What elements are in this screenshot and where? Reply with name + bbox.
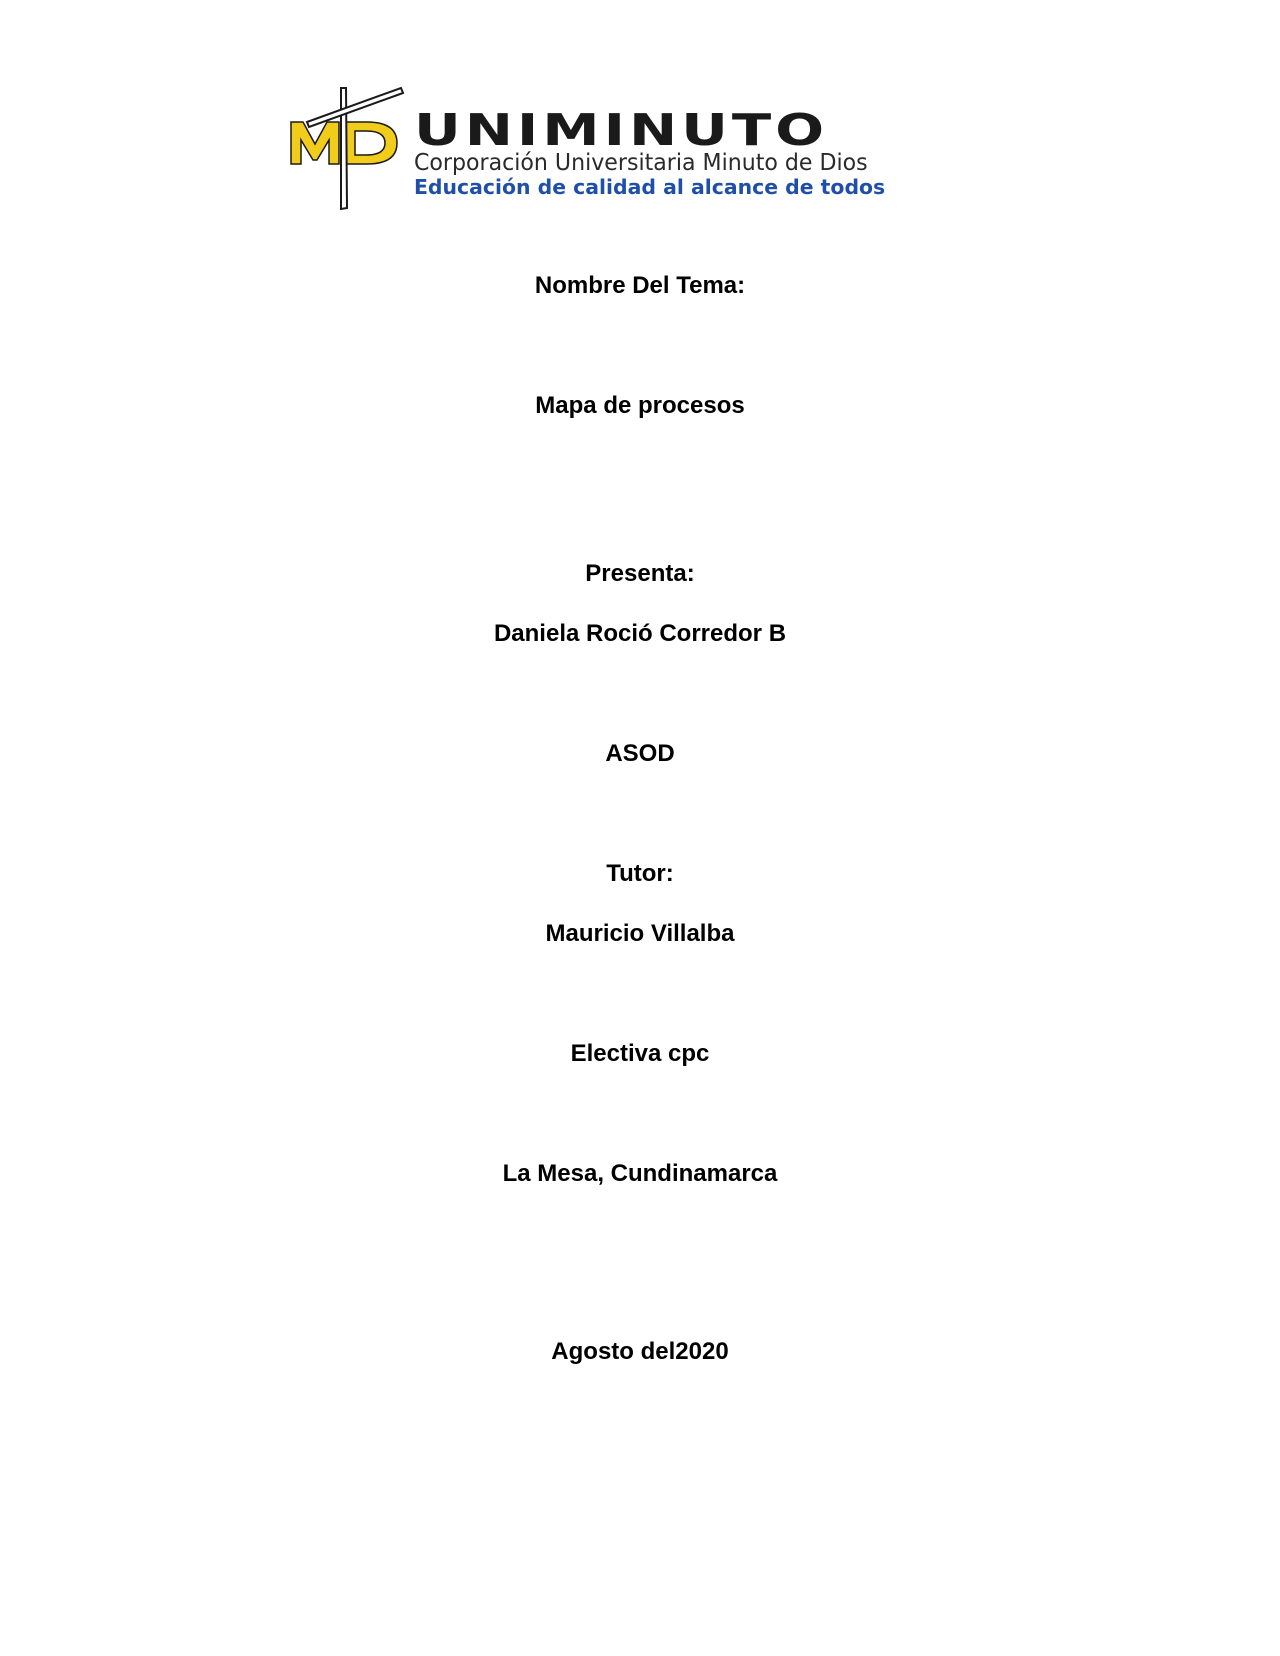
md-cross-mark xyxy=(289,82,407,212)
logo-wordmark xyxy=(414,105,979,199)
author-name: Daniela Roció Corredor B xyxy=(493,620,787,647)
topic-title: Mapa de procesos xyxy=(535,392,745,419)
logo-tagline: Educación de calidad al alcance de todos xyxy=(414,175,886,199)
topic-label: Nombre Del Tema: xyxy=(534,272,746,299)
logo-name: UNIMINUTO xyxy=(414,105,829,156)
course-name: Electiva cpc xyxy=(570,1040,710,1067)
location: La Mesa, Cundinamarca xyxy=(502,1160,778,1187)
tutor-name: Mauricio Villalba xyxy=(545,920,735,947)
date: Agosto del2020 xyxy=(551,1338,729,1365)
program-name: ASOD xyxy=(605,740,675,767)
logo-subtitle: Corporación Universitaria Minuto de Dios xyxy=(414,150,868,176)
tutor-label: Tutor: xyxy=(606,860,674,887)
presents-label: Presenta: xyxy=(585,560,695,587)
uniminuto-logo xyxy=(289,82,979,212)
